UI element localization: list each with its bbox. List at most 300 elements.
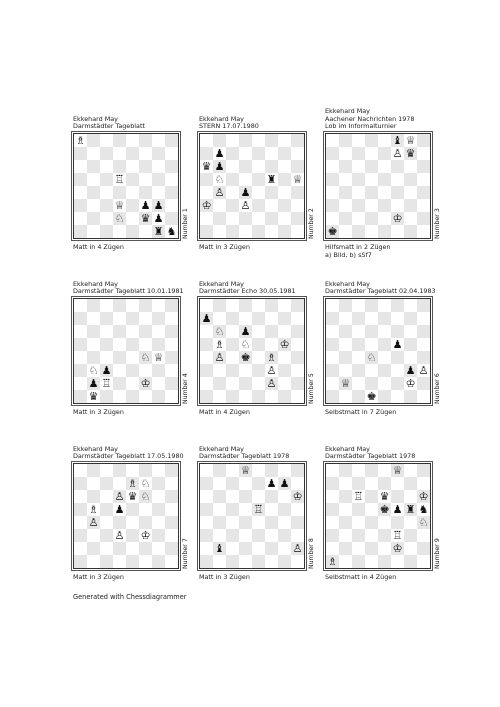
chess-piece: ♔: [279, 338, 290, 351]
board-square: [226, 390, 239, 403]
board-square: [226, 464, 239, 477]
chess-piece: ♛: [88, 390, 99, 403]
board-square: [239, 516, 252, 529]
board-square: [339, 299, 352, 312]
board-square: [404, 542, 417, 555]
board-square: [126, 212, 139, 225]
board-square: [291, 312, 304, 325]
board-square: [152, 338, 165, 351]
board-square: [365, 555, 378, 568]
board-square: [126, 516, 139, 529]
chess-piece: ♜: [405, 503, 416, 516]
board-square: [113, 325, 126, 338]
board-square: [87, 464, 100, 477]
chess-piece: ♙: [214, 351, 225, 364]
board-square: [278, 351, 291, 364]
chess-piece: ♛: [201, 160, 212, 173]
board-square: [378, 529, 391, 542]
board-square: [113, 134, 126, 147]
board-square: [226, 147, 239, 160]
board-square: [265, 338, 278, 351]
board-square: [239, 160, 252, 173]
board-square: [252, 134, 265, 147]
board-square: [417, 299, 430, 312]
problem-footer: [73, 574, 191, 582]
board-square: [139, 364, 152, 377]
board-square: [291, 390, 304, 403]
stipulation: Matt in 3 Zügen: [73, 573, 124, 581]
board-square: [252, 338, 265, 351]
board-square: [213, 503, 226, 516]
board-square: [126, 338, 139, 351]
board-square: [165, 503, 178, 516]
board-square: [113, 147, 126, 160]
board-square: [339, 490, 352, 503]
board-square: [291, 325, 304, 338]
board-square: [165, 134, 178, 147]
stipulation: Selbstmatt in 7 Zügen: [325, 408, 397, 416]
problem-number: Number 4: [182, 373, 189, 404]
board-square: [352, 225, 365, 238]
board-square: [226, 351, 239, 364]
board-square: [239, 212, 252, 225]
board-square: [87, 490, 100, 503]
board-square: [404, 186, 417, 199]
chess-piece: ♟: [266, 477, 277, 490]
board-square: [391, 490, 404, 503]
board-square: [378, 299, 391, 312]
board-square: [226, 134, 239, 147]
board-square: [417, 477, 430, 490]
board-square: [226, 503, 239, 516]
board-square: [352, 377, 365, 390]
board-square: [113, 351, 126, 364]
board-square: [200, 325, 213, 338]
problem-card: [325, 107, 443, 260]
chess-piece: ♚: [366, 390, 377, 403]
problem-header: [73, 116, 145, 131]
chess-piece: ♙: [418, 364, 429, 377]
board-square: [326, 490, 339, 503]
chess-board: [325, 298, 431, 404]
board-square: [165, 529, 178, 542]
board-square: [352, 134, 365, 147]
board-square: [391, 477, 404, 490]
board-square: [200, 186, 213, 199]
board-square: [74, 312, 87, 325]
author-line: Ekkehard May: [325, 444, 370, 453]
board-square: [152, 555, 165, 568]
source-line: Darmstädter Tageblatt 17.05.1980: [73, 452, 184, 461]
chess-board: [199, 133, 305, 239]
board-square: [352, 338, 365, 351]
board-square: [152, 147, 165, 160]
problem-number: Number 5: [308, 373, 315, 404]
board-square: [378, 516, 391, 529]
board-square: [278, 364, 291, 377]
board-square: [404, 173, 417, 186]
board-square: [139, 338, 152, 351]
board-square: [126, 325, 139, 338]
chess-piece: ♘: [88, 364, 99, 377]
problem-footer: [325, 409, 443, 417]
board-square: [213, 529, 226, 542]
board-square: [352, 212, 365, 225]
board-square: [239, 477, 252, 490]
chess-board: [325, 463, 431, 569]
board-square: [200, 542, 213, 555]
board-square: [200, 529, 213, 542]
board-square: [278, 299, 291, 312]
board-square: [113, 477, 126, 490]
problem-header: [325, 446, 415, 461]
board-square: [213, 490, 226, 503]
board-square: [404, 490, 417, 503]
board-square: [139, 464, 152, 477]
board-square: [200, 212, 213, 225]
problem-header: [73, 446, 184, 461]
board-square: [100, 338, 113, 351]
problem-header: [199, 281, 296, 296]
board-square: [200, 173, 213, 186]
board-square: [278, 503, 291, 516]
generator-note: Generated with Chessdiagrammer: [73, 593, 187, 601]
author-line: Ekkehard May: [199, 114, 244, 123]
chess-piece: ♝: [214, 542, 225, 555]
board-square: [365, 299, 378, 312]
board-square: [404, 529, 417, 542]
board-square: [152, 490, 165, 503]
board-square: [165, 351, 178, 364]
chess-piece: ♔: [392, 212, 403, 225]
board-square: [226, 225, 239, 238]
chess-piece: ♗: [327, 555, 338, 568]
problem-card: [73, 444, 191, 582]
board-square: [252, 377, 265, 390]
board-square: [113, 338, 126, 351]
problem-card: [73, 114, 191, 252]
board-square: [113, 377, 126, 390]
board-square: [87, 351, 100, 364]
author-line: Ekkehard May: [199, 444, 244, 453]
board-square: [291, 503, 304, 516]
board-square: [252, 477, 265, 490]
board-square: [339, 390, 352, 403]
problem-number: Number 1: [182, 208, 189, 239]
board-square: [326, 186, 339, 199]
chess-piece: ♖: [253, 503, 264, 516]
chess-piece: ♙: [392, 147, 403, 160]
board-square: [100, 490, 113, 503]
board-square: [291, 555, 304, 568]
board-square: [265, 516, 278, 529]
board-square: [113, 160, 126, 173]
board-square: [417, 325, 430, 338]
board-square: [200, 338, 213, 351]
board-square: [87, 477, 100, 490]
board-square: [74, 186, 87, 199]
board-square: [417, 199, 430, 212]
chess-piece: ♞: [418, 503, 429, 516]
board-square: [278, 134, 291, 147]
board-square: [165, 542, 178, 555]
board-square: [239, 542, 252, 555]
board-square: [339, 134, 352, 147]
board-square: [200, 490, 213, 503]
board-square: [278, 529, 291, 542]
board-square: [226, 160, 239, 173]
board-square: [378, 212, 391, 225]
board-square: [365, 377, 378, 390]
chess-board: [73, 133, 179, 239]
board-square: [265, 555, 278, 568]
source-line: STERN 17.07.1980: [199, 122, 259, 131]
board-square: [87, 338, 100, 351]
board-square: [326, 477, 339, 490]
chess-piece: ♙: [240, 199, 251, 212]
board-square: [226, 516, 239, 529]
extra-line: Lob im Informalturnier: [325, 122, 397, 131]
board-square: [378, 542, 391, 555]
board-square: [74, 212, 87, 225]
board-square: [100, 147, 113, 160]
chess-piece: ♕: [392, 464, 403, 477]
board-square: [100, 134, 113, 147]
board-square: [200, 555, 213, 568]
chess-piece: ♟: [279, 477, 290, 490]
board-square: [100, 199, 113, 212]
board-square: [326, 377, 339, 390]
board-square: [352, 351, 365, 364]
board-square: [404, 338, 417, 351]
board-square: [352, 529, 365, 542]
board-square: [391, 186, 404, 199]
board-square: [152, 312, 165, 325]
source-line: Darmstädter Tageblatt 02.04.1983: [325, 287, 436, 296]
source-line: Darmstädter Tageblatt 10.01.1981: [73, 287, 184, 296]
board-square: [165, 377, 178, 390]
board-square: [126, 529, 139, 542]
chess-piece: ♘: [366, 351, 377, 364]
board-square: [126, 186, 139, 199]
board-square: [391, 364, 404, 377]
board-square: [291, 134, 304, 147]
board-square: [252, 186, 265, 199]
board-square: [74, 351, 87, 364]
board-square: [365, 477, 378, 490]
board-square: [139, 390, 152, 403]
board-square: [291, 338, 304, 351]
board-square: [391, 312, 404, 325]
chess-board: [199, 298, 305, 404]
board-square: [152, 542, 165, 555]
board-square: [252, 299, 265, 312]
board-square: [391, 516, 404, 529]
board-square: [126, 542, 139, 555]
board-square: [278, 225, 291, 238]
board-square: [74, 529, 87, 542]
board-square: [126, 225, 139, 238]
board-square: [378, 377, 391, 390]
board-square: [417, 351, 430, 364]
board-square: [100, 325, 113, 338]
board-square: [278, 325, 291, 338]
board-square: [100, 477, 113, 490]
board-square: [226, 542, 239, 555]
board-square: [87, 529, 100, 542]
board-square: [291, 529, 304, 542]
problem-footer: [73, 244, 191, 252]
board-square: [365, 364, 378, 377]
board-square: [404, 160, 417, 173]
board-square: [74, 225, 87, 238]
chess-piece: ♟: [101, 364, 112, 377]
board-square: [113, 364, 126, 377]
board-square: [291, 364, 304, 377]
board-square: [417, 134, 430, 147]
chess-piece: ♘: [140, 490, 151, 503]
board-square: [152, 503, 165, 516]
author-line: Ekkehard May: [73, 279, 118, 288]
board-square: [278, 490, 291, 503]
board-square: [378, 147, 391, 160]
chess-piece: ♔: [140, 529, 151, 542]
board-square: [352, 555, 365, 568]
board-square: [404, 312, 417, 325]
twin-note: a) Bild, b) sSf7: [325, 250, 372, 259]
board-square: [391, 225, 404, 238]
board-square: [100, 555, 113, 568]
board-square: [417, 225, 430, 238]
board-square: [417, 212, 430, 225]
board-square: [252, 173, 265, 186]
board-square: [391, 199, 404, 212]
board-square: [326, 516, 339, 529]
board-square: [365, 186, 378, 199]
board-square: [113, 299, 126, 312]
board-square: [365, 199, 378, 212]
board-square: [100, 186, 113, 199]
board-square: [417, 464, 430, 477]
chess-piece: ♘: [114, 212, 125, 225]
board-square: [152, 477, 165, 490]
problem-card: [73, 279, 191, 417]
board-square: [291, 477, 304, 490]
board-square: [165, 299, 178, 312]
board-square: [100, 351, 113, 364]
board-square: [378, 325, 391, 338]
chess-piece: ♟: [153, 212, 164, 225]
chess-piece: ♙: [214, 186, 225, 199]
problem-number: Number 3: [434, 208, 441, 239]
problem-card: [199, 444, 317, 582]
board-square: [378, 464, 391, 477]
board-square: [200, 364, 213, 377]
stipulation: Matt in 4 Zügen: [73, 243, 124, 251]
chess-piece: ♟: [240, 186, 251, 199]
board-square: [226, 173, 239, 186]
board-square: [265, 212, 278, 225]
board-square: [200, 351, 213, 364]
board-square: [139, 134, 152, 147]
chess-piece: ♜: [266, 173, 277, 186]
board-square: [74, 147, 87, 160]
board-square: [252, 516, 265, 529]
board-square: [126, 555, 139, 568]
board-square: [291, 199, 304, 212]
board-square: [417, 160, 430, 173]
chess-piece: ♚: [379, 503, 390, 516]
stipulation: Matt in 3 Zügen: [199, 573, 250, 581]
board-square: [378, 312, 391, 325]
board-square: [417, 377, 430, 390]
problem-number: Number 6: [434, 373, 441, 404]
board-square: [378, 186, 391, 199]
board-square: [352, 147, 365, 160]
board-square: [339, 503, 352, 516]
board-square: [365, 147, 378, 160]
board-square: [139, 503, 152, 516]
chess-piece: ♔: [405, 377, 416, 390]
chess-board: [73, 463, 179, 569]
board-square: [339, 516, 352, 529]
board-square: [378, 477, 391, 490]
board-square: [339, 477, 352, 490]
board-square: [417, 186, 430, 199]
board-square: [74, 364, 87, 377]
board-square: [87, 199, 100, 212]
board-square: [152, 160, 165, 173]
board-square: [239, 299, 252, 312]
board-square: [265, 225, 278, 238]
chess-piece: ♘: [240, 338, 251, 351]
board-square: [139, 325, 152, 338]
board-square: [139, 312, 152, 325]
board-square: [113, 542, 126, 555]
board-square: [126, 299, 139, 312]
board-square: [87, 542, 100, 555]
board-square: [126, 464, 139, 477]
board-square: [339, 199, 352, 212]
board-square: [252, 312, 265, 325]
board-square: [326, 212, 339, 225]
board-square: [365, 529, 378, 542]
board-square: [213, 134, 226, 147]
chess-piece: ♙: [114, 529, 125, 542]
board-square: [339, 364, 352, 377]
board-square: [165, 555, 178, 568]
source-line: Darmstädter Echo 30.05.1981: [199, 287, 296, 296]
problem-number: Number 7: [182, 538, 189, 569]
board-square: [352, 464, 365, 477]
board-square: [213, 377, 226, 390]
board-square: [326, 173, 339, 186]
board-square: [339, 555, 352, 568]
board-square: [278, 555, 291, 568]
board-square: [74, 464, 87, 477]
board-square: [404, 390, 417, 403]
board-square: [74, 173, 87, 186]
chess-piece: ♖: [101, 377, 112, 390]
stipulation: Matt in 3 Zügen: [199, 243, 250, 251]
chess-piece: ♛: [379, 490, 390, 503]
chess-piece: ♕: [153, 351, 164, 364]
board-square: [74, 477, 87, 490]
board-square: [252, 555, 265, 568]
board-square: [365, 325, 378, 338]
problem-header: [199, 446, 289, 461]
stipulation: Selbstmatt in 4 Zügen: [325, 573, 397, 581]
